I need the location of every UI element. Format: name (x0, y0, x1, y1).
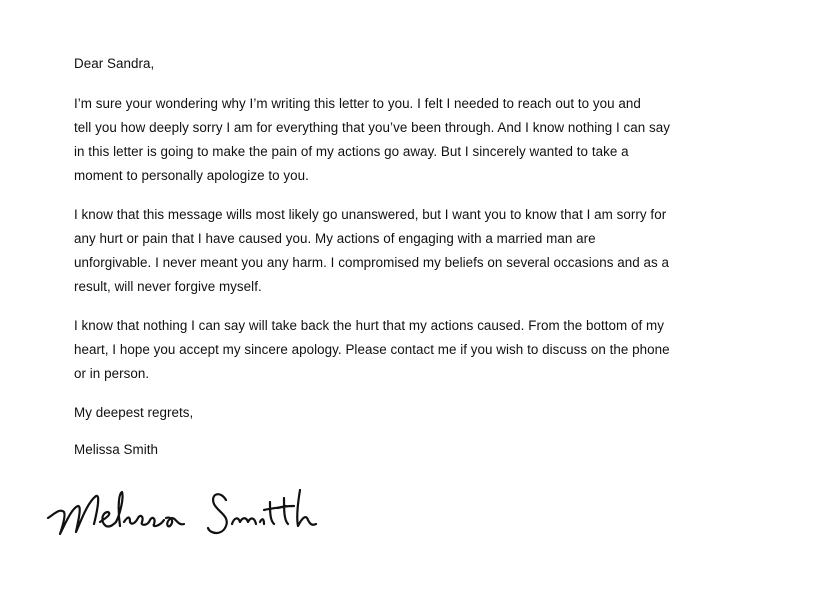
paragraph-line: heart, I hope you accept my sincere apology. Please contact me if you wish to discuss on the phone (74, 342, 670, 357)
letter-paragraph-1 (74, 92, 810, 188)
paragraph-line: I’m sure your wondering why I’m writing this letter to you. I felt I needed to reach out to you and (74, 96, 641, 111)
signature-icon (44, 478, 344, 550)
letter-greeting: Dear Sandra, (74, 56, 155, 71)
paragraph-line: unforgivable. I never meant you any harm. I compromised my beliefs on several occasions and as a (74, 255, 670, 270)
paragraph-line: tell you how deeply sorry I am for everything that you’ve been through. And I know nothing I can say (74, 120, 671, 135)
letter-paragraph-3 (74, 314, 810, 386)
letter-closing: My deepest regrets, (74, 405, 194, 420)
handwritten-signature (44, 478, 344, 550)
letter-paragraph-2 (74, 203, 810, 299)
paragraph-line: I know that nothing I can say will take back the hurt that my actions caused. From the bottom of my (74, 318, 664, 333)
paragraph-line: I know that this message wills most likely go unanswered, but I want you to know that I am sorry for (74, 207, 667, 222)
paragraph-line: any hurt or pain that I have caused you. My actions of engaging with a married man are (74, 231, 596, 246)
paragraph-line: or in person. (74, 366, 150, 381)
paragraph-line: result, will never forgive myself. (74, 279, 262, 294)
paragraph-line: moment to personally apologize to you. (74, 168, 309, 183)
letter-body (74, 52, 810, 462)
paragraph-line: in this letter is going to make the pain of my actions go away. But I sincerely wanted to take a (74, 144, 629, 159)
signer-name: Melissa Smith (74, 442, 158, 457)
